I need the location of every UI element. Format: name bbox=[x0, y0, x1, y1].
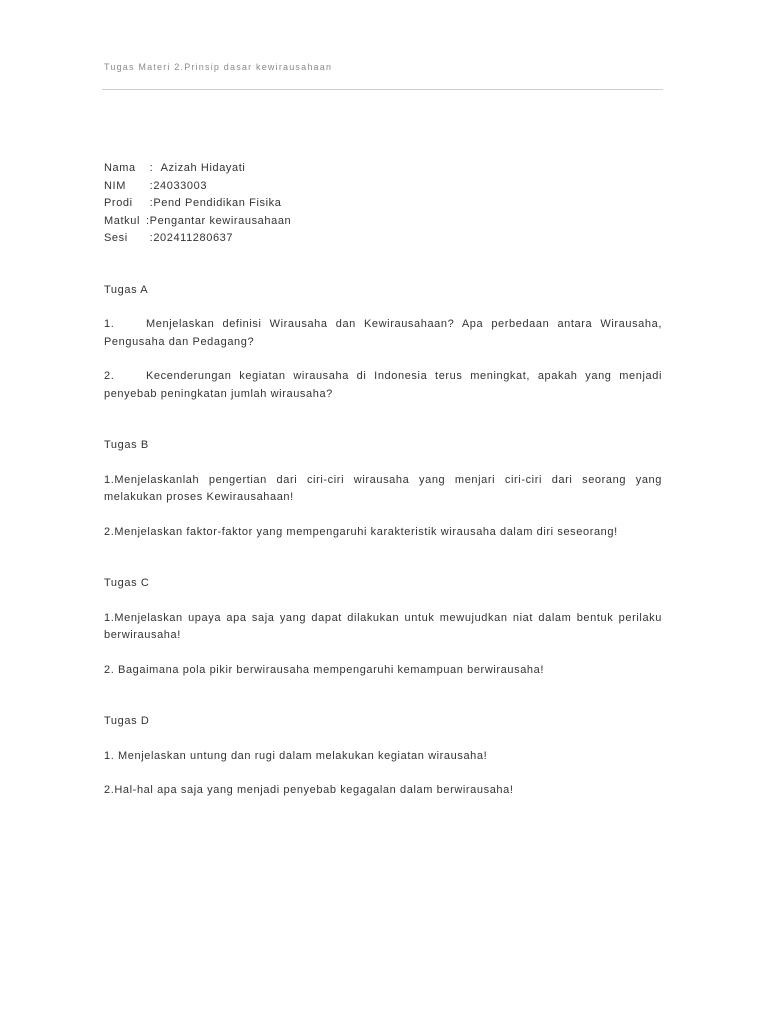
document-body bbox=[104, 160, 662, 800]
task-item bbox=[104, 748, 662, 766]
task-item bbox=[104, 662, 662, 680]
identity-row-matkul bbox=[104, 213, 662, 231]
header-divider bbox=[102, 89, 663, 90]
task-item bbox=[104, 368, 662, 403]
identity-row-nama bbox=[104, 160, 662, 178]
identity-row-prodi bbox=[104, 195, 662, 213]
identity-label: Sesi bbox=[104, 232, 128, 244]
identity-separator: : bbox=[146, 214, 150, 227]
identity-separator: : bbox=[146, 179, 154, 192]
task-text: 1.Menjelaskanlah pengertian dari ciri-ciri wirausaha yang menjari ciri-ciri dari seorang yang melakukan proses Kewirausahaan! bbox=[104, 473, 662, 503]
task-text: 1. Menjelaskan untung dan rugi dalam melakukan kegiatan wirausaha! bbox=[104, 749, 488, 762]
identity-separator: : bbox=[146, 197, 154, 209]
identity-label: Prodi bbox=[104, 197, 133, 209]
identity-separator: : bbox=[146, 232, 154, 244]
task-text: 2. Bagaimana pola pikir berwirausaha mempengaruhi kemampuan berwirausaha! bbox=[104, 663, 545, 676]
task-item bbox=[104, 524, 662, 542]
identity-label: NIM bbox=[104, 179, 126, 192]
task-item bbox=[104, 610, 662, 645]
identity-block bbox=[104, 160, 662, 248]
task-text: Menjelaskan definisi Wirausaha dan Kewirausahaan? Apa perbedaan antara Wirausaha, Pengusaha dan Pedagang? bbox=[104, 318, 662, 348]
identity-row-nim bbox=[104, 178, 662, 196]
identity-value: Pengantar kewirausahaan bbox=[149, 214, 292, 227]
identity-value: 202411280637 bbox=[153, 232, 234, 244]
task-number: 2. bbox=[104, 370, 115, 382]
task-item bbox=[104, 472, 662, 507]
section-title-tugas-b: Tugas B bbox=[104, 439, 149, 451]
task-number: 1. bbox=[104, 318, 115, 330]
identity-label: Matkul bbox=[104, 214, 140, 227]
task-text: 2.Menjelaskan faktor-faktor yang mempengaruhi karakteristik wirausaha dalam diri seseorang! bbox=[104, 525, 618, 538]
section-title-tugas-c: Tugas C bbox=[104, 577, 150, 589]
identity-row-sesi bbox=[104, 230, 662, 248]
identity-value: Azizah Hidayati bbox=[160, 162, 246, 174]
task-item bbox=[104, 782, 662, 800]
identity-value: Pend Pendidikan Fisika bbox=[153, 197, 282, 209]
identity-value: 24033003 bbox=[153, 179, 208, 192]
section-title-tugas-a: Tugas A bbox=[104, 283, 149, 296]
task-item bbox=[104, 316, 662, 351]
identity-separator: : bbox=[146, 162, 161, 174]
task-text: 2.Hal-hal apa saja yang menjadi penyebab kegagalan dalam berwirausaha! bbox=[104, 784, 514, 796]
identity-label: Nama bbox=[104, 162, 136, 174]
task-text: 1.Menjelaskan upaya apa saja yang dapat dilakukan untuk mewujudkan niat dalam bentuk perilaku berwirausaha! bbox=[104, 611, 662, 641]
section-title-tugas-d: Tugas D bbox=[104, 715, 150, 727]
page-header-title: Tugas Materi 2.Prinsip dasar kewirausahaan bbox=[104, 62, 333, 72]
task-text: Kecenderungan kegiatan wirausaha di Indonesia terus meningkat, apakah yang menjadi penyebab peningkatan jumlah wirausaha? bbox=[104, 370, 662, 400]
